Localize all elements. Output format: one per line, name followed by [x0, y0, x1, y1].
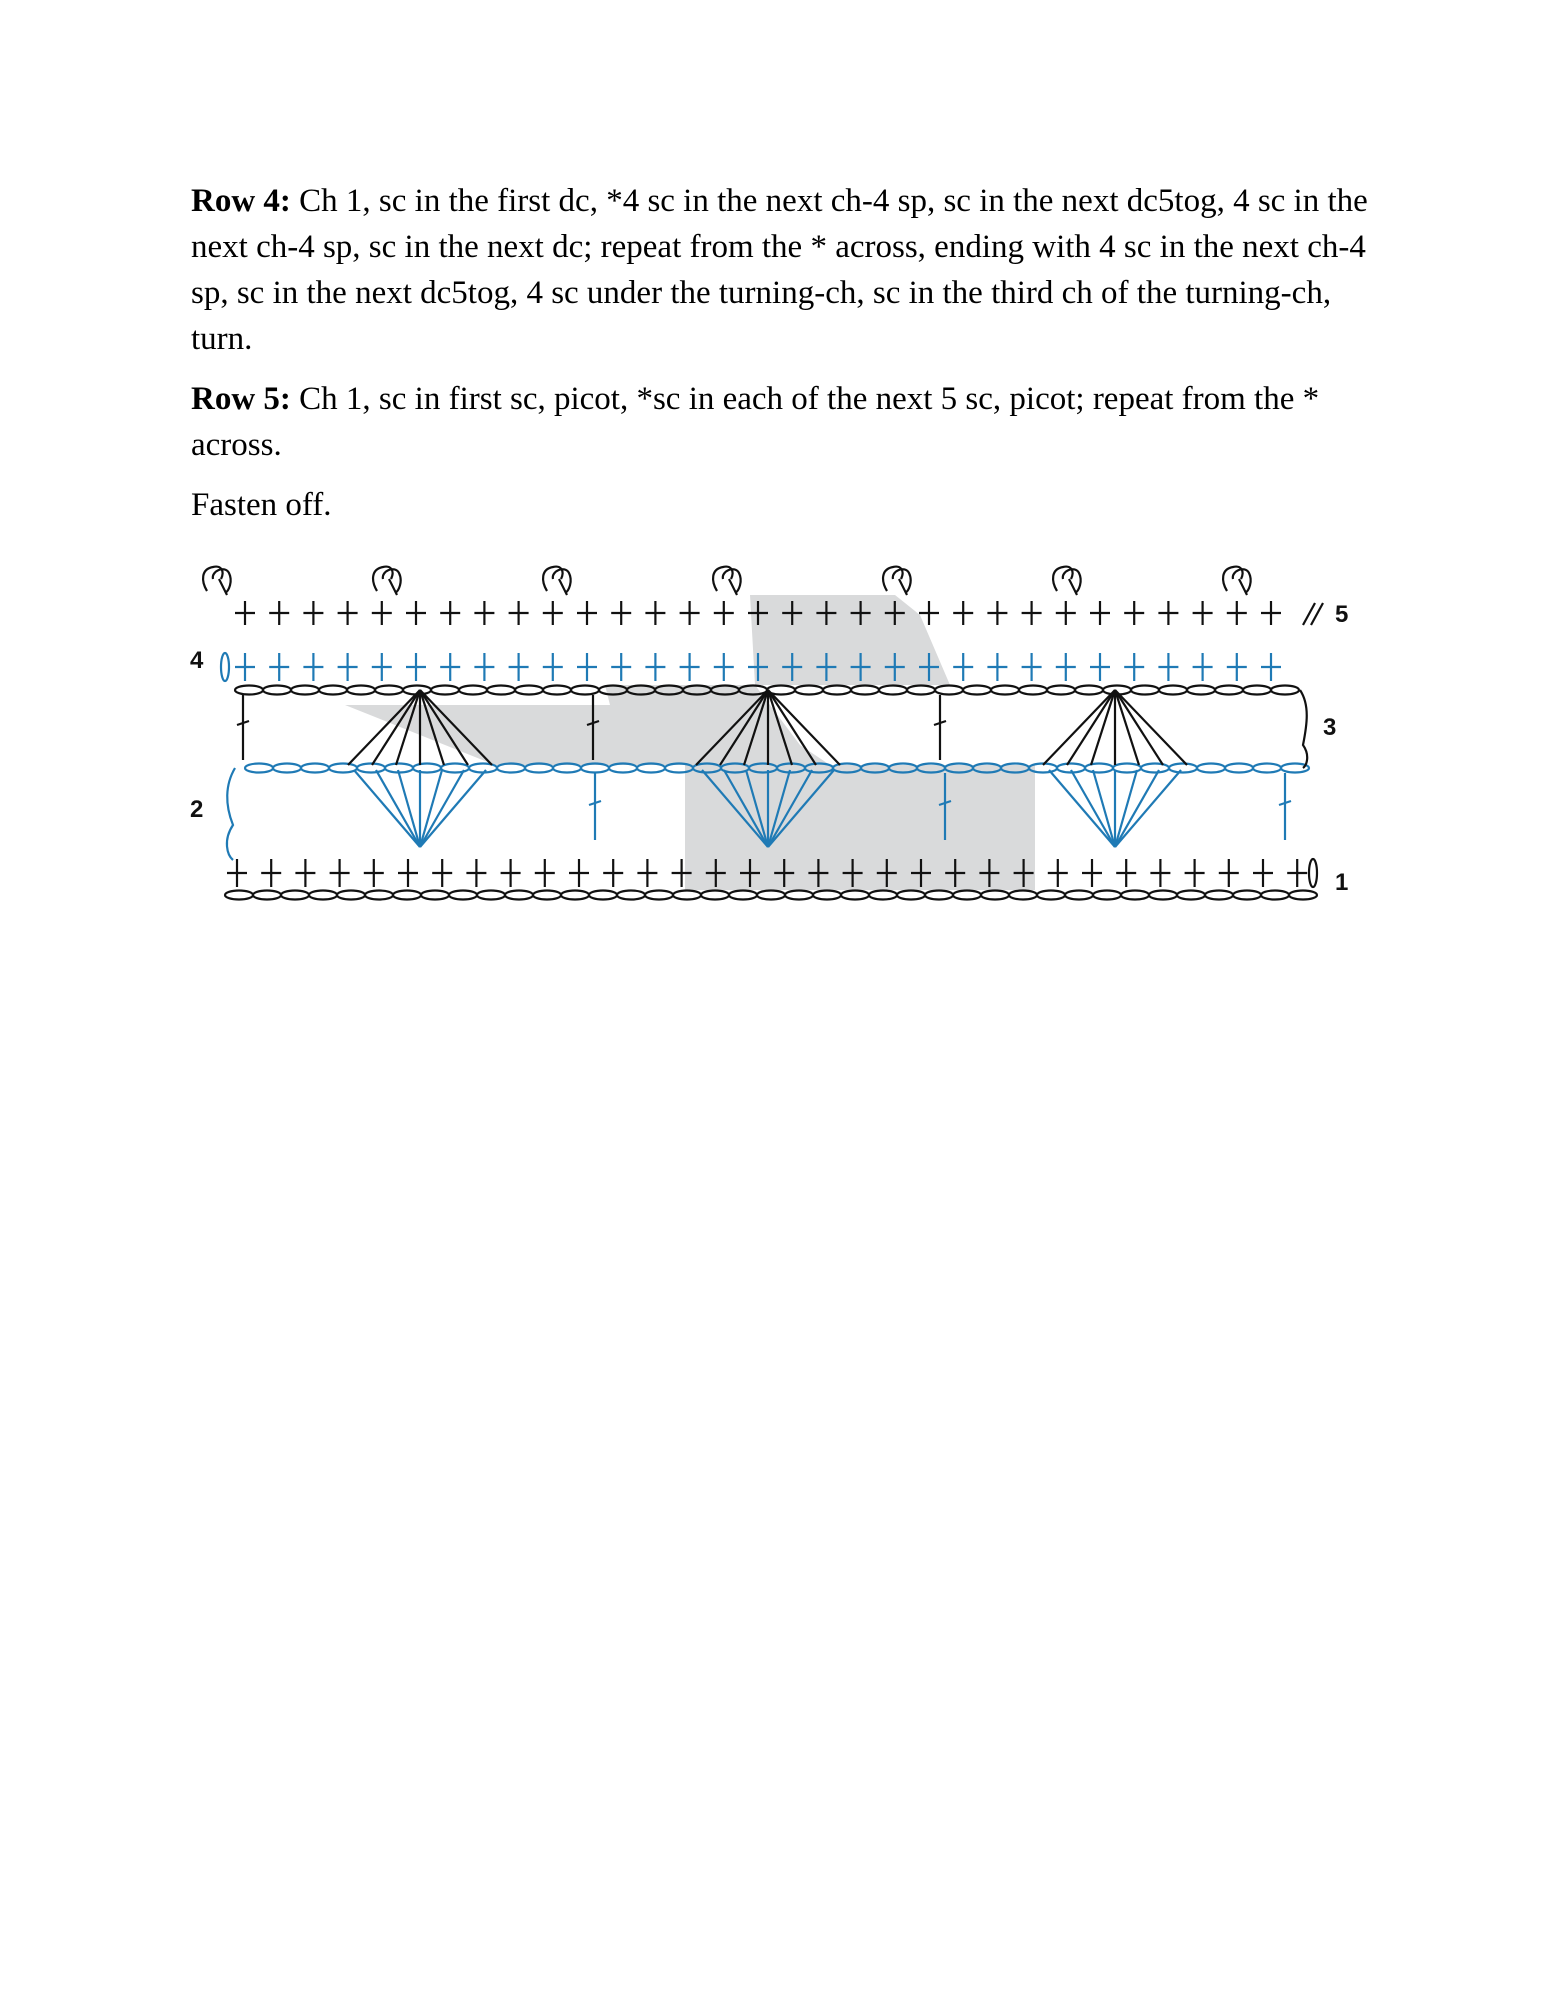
foundation-chain: [953, 891, 981, 900]
row-2-chain: [357, 764, 385, 773]
foundation-chain: [449, 891, 477, 900]
picot: [899, 579, 907, 595]
row-3-chain: [823, 686, 851, 695]
picot: [219, 579, 227, 595]
row-3-fan: [1115, 690, 1187, 765]
row-3-chain: [1075, 686, 1103, 695]
row-2-chain: [245, 764, 273, 773]
row-4-instruction: [191, 178, 1371, 362]
foundation-chain: [981, 891, 1009, 900]
repeat-shade: [345, 595, 1035, 890]
foundation-chain: [617, 891, 645, 900]
row-5-instruction: [191, 376, 1371, 468]
crochet-stitch-diagram: [190, 555, 1349, 915]
row-3-chain: [795, 686, 823, 695]
picot: [389, 579, 397, 595]
row-3-chain: [431, 686, 459, 695]
row-2-chain: [1197, 764, 1225, 773]
row-5-label: Row 5:: [191, 381, 291, 417]
row-2-fan: [376, 770, 420, 847]
foundation-chain: [1009, 891, 1037, 900]
row-3-chain: [1243, 686, 1271, 695]
foundation-chain: [757, 891, 785, 900]
foundation-chain: [1233, 891, 1261, 900]
foundation-chain: [1205, 891, 1233, 900]
foundation-chain: [253, 891, 281, 900]
foundation-chain: [561, 891, 589, 900]
foundation-chain: [1065, 891, 1093, 900]
row-3-chain: [235, 686, 263, 695]
foundation-chain: [589, 891, 617, 900]
row-label-2: 2: [190, 796, 204, 823]
foundation-chain: [1289, 891, 1317, 900]
picot: [883, 567, 911, 593]
row-3-chain: [291, 686, 319, 695]
row-3-chain: [963, 686, 991, 695]
row-3-chain: [319, 686, 347, 695]
foundation-chain: [869, 891, 897, 900]
picot: [1223, 567, 1251, 593]
row-3-chain: [851, 686, 879, 695]
picot: [1239, 579, 1247, 595]
row-label-5: 5: [1335, 601, 1349, 628]
row-3-chain: [487, 686, 515, 695]
row-3-turn-chain: [1300, 690, 1307, 768]
row-3-fan: [1067, 690, 1115, 765]
row-3-fan: [1115, 690, 1163, 765]
foundation-chain: [309, 891, 337, 900]
row-2-chain: [301, 764, 329, 773]
foundation-chain: [225, 891, 253, 900]
row-2-chain: [329, 764, 357, 773]
row-5-turn-chain: [1303, 603, 1323, 625]
row-3-chain: [879, 686, 907, 695]
foundation-chain: [1121, 891, 1149, 900]
row-2-chain: [441, 764, 469, 773]
picot: [543, 567, 571, 593]
foundation-chain: [505, 891, 533, 900]
row-3-chain: [1271, 686, 1299, 695]
foundation-chain: [925, 891, 953, 900]
foundation-chain: [477, 891, 505, 900]
row-3-chain: [347, 686, 375, 695]
row-4-text: Ch 1, sc in the first dc, *4 sc in the next ch-4 sp, sc in the next dc5tog, 4 sc in the next ch-4 sp, sc in the next dc; repeat from the * across, ending with 4 sc in the next ch-4 sp, sc in the next dc5tog, 4 sc under the turning-ch, sc in the third ch of the turning-ch, turn.: [191, 183, 1368, 357]
foundation-chain: [1037, 891, 1065, 900]
foundation-chain: [1149, 891, 1177, 900]
foundation-chain: [673, 891, 701, 900]
foundation-chain: [421, 891, 449, 900]
row-2-turn-chain: [227, 768, 235, 860]
foundation-chain: [393, 891, 421, 900]
row-3-chain: [1159, 686, 1187, 695]
row-3-chain: [515, 686, 543, 695]
row-2-fan: [1115, 770, 1159, 847]
row-3-chain: [263, 686, 291, 695]
foundation-chain: [645, 891, 673, 900]
row-3-chain: [1187, 686, 1215, 695]
row-4-turn-chain: [221, 653, 229, 681]
picot: [373, 567, 401, 593]
foundation-chain: [897, 891, 925, 900]
picot: [203, 567, 231, 593]
row-3-chain: [907, 686, 935, 695]
row-2-chain: [1141, 764, 1169, 773]
row-3-chain: [375, 686, 403, 695]
pattern-instructions: [191, 178, 1371, 542]
row-5-text: Ch 1, sc in first sc, picot, *sc in each of the next 5 sc, picot; repeat from the * across.: [191, 381, 1320, 463]
foundation-chain: [365, 891, 393, 900]
row-label-1: 1: [1335, 869, 1349, 896]
row-3-chain: [1215, 686, 1243, 695]
foundation-chain: [841, 891, 869, 900]
foundation-chain: [813, 891, 841, 900]
row-3-chain: [991, 686, 1019, 695]
picot: [713, 567, 741, 593]
row-2-chain: [1085, 764, 1113, 773]
foundation-chain: [281, 891, 309, 900]
row-label-3: 3: [1323, 714, 1337, 741]
row-2-chain: [1225, 764, 1253, 773]
row-2-chain: [469, 764, 497, 773]
foundation-chain: [1093, 891, 1121, 900]
row-3-chain: [1131, 686, 1159, 695]
picot: [1053, 567, 1081, 593]
row-3-chain: [1019, 686, 1047, 695]
picot: [729, 579, 737, 595]
foundation-chain: [701, 891, 729, 900]
row-2-chain: [1169, 764, 1197, 773]
row-3-chain: [1047, 686, 1075, 695]
row-3-chain: [571, 686, 599, 695]
row-3-chain: [459, 686, 487, 695]
row-3-fan: [1043, 690, 1115, 765]
row-2-chain: [413, 764, 441, 773]
fasten-off-text: Fasten off.: [191, 487, 332, 523]
row-3-chain: [543, 686, 571, 695]
foundation-chain: [337, 891, 365, 900]
row-2-chain: [273, 764, 301, 773]
row-1-turn-chain: [1309, 859, 1317, 887]
foundation-chain: [533, 891, 561, 900]
foundation-chain: [729, 891, 757, 900]
row-4-label: Row 4:: [191, 183, 291, 219]
row-label-4: 4: [190, 647, 204, 674]
row-2-chain: [1253, 764, 1281, 773]
row-2-fan: [420, 770, 464, 847]
foundation-chain: [1177, 891, 1205, 900]
picot: [559, 579, 567, 595]
picot: [1069, 579, 1077, 595]
foundation-chain: [785, 891, 813, 900]
row-3-chain: [935, 686, 963, 695]
foundation-chain: [1261, 891, 1289, 900]
row-2-fan: [1071, 770, 1115, 847]
